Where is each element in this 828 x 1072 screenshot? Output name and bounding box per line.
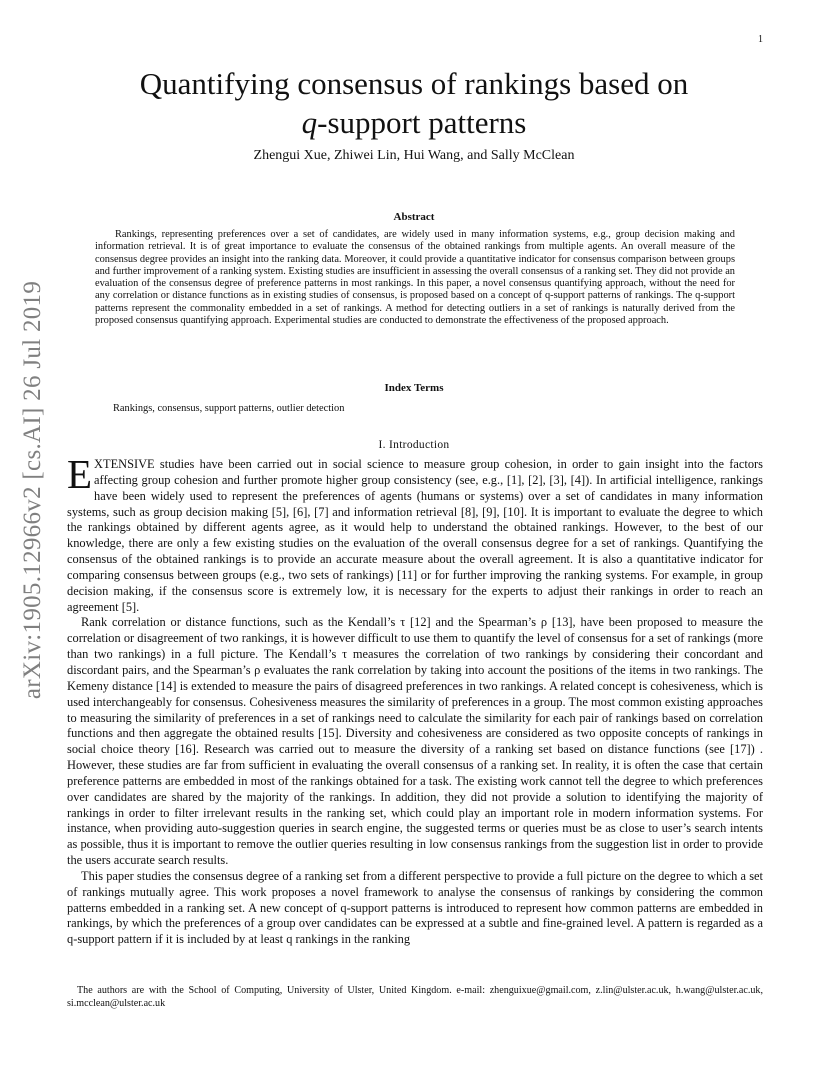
arxiv-id-text: arXiv:1905.12966v2 [cs.AI] 26 Jul 2019: [18, 280, 46, 700]
page-number: 1: [758, 34, 763, 45]
drop-cap: E: [67, 451, 93, 497]
paragraph-2: Rank correlation or distance functions, such as the Kendall’s τ [12] and the Spearman’s ρ [13], have been proposed to measure the correlation or disagreement of two rankings, it is however difficult to use them to quantify the level of consensus for a set of rankings (more than two rankings) in a full picture. The Kendall’s τ measures the correlation of two rankings by considering their concordant and discordant pairs, and the Spearman’s ρ evaluates the rank correlation by taking into account the positions of the items in two rankings. The Kemeny distance [14] is extended to measure the pairs of disagreed preferences in two rankings. A related concept is cohesiveness, which is used interchangeably for consensus. Cohesiveness measures the similarity of preferences in a group. The most common existing approaches to measuring the similarity of preferences in a set of rankings need to calculate the similarity for each pair of rankings based on correlation functions and then aggregate the obtained results [15]. Diversity and cohesiveness are considered as two opposite concepts of rankings in social choice theory [16]. Research was carried out to measure the diversity of a ranking set based on distance functions (see [17]) . However, these studies are far from sufficient in evaluating the overall consensus of a ranking set. In reality, it is often the case that certain preference patterns are embedded in most of the rankings obtained for a task. The existing work cannot tell the degree to which preferences over candidates are shared by the majority of the rankings. In addition, they did not provide a solution to identifying the majority of rankings in order to filter irrelevant results in the ranking set, which could play an important role in modern information systems. For instance, when providing auto-suggestion queries in search engine, the suggested terms or queries must be as close to user’s search intents as possible, thus it is important to remove the outlier queries resulting in low consensus rankings from the suggestion list in order to provide the users accurate search results.: [67, 615, 763, 868]
index-terms-body: Rankings, consensus, support patterns, outlier detection: [113, 403, 345, 414]
paper-title: [0, 64, 828, 142]
abstract-heading: Abstract: [393, 211, 435, 223]
paragraph-1: [67, 451, 763, 615]
title-line-2: -support patterns: [317, 105, 527, 140]
paragraph-3: This paper studies the consensus degree of a ranking set from a different perspective to provide a full picture on the degree to which a set of rankings mutually agree. This work proposes a novel framework to analyse the consensus of rankings by considering the common patterns embedded in a ranking set. A new concept of q-support patterns is introduced to represent how common patterns are embedded in rankings, by which the preferences of a group over candidates can be expressed at a subtle and fine-grained level. A pattern is regarded as a q-support pattern if it is included by at least q rankings in the ranking: [67, 868, 763, 947]
introduction-body: [67, 451, 763, 948]
author-footnote: The authors are with the School of Computing, University of Ulster, United Kingdom. e-mail: zhenguixue@gmail.com, z.lin@ulster.ac.uk, h.wang@ulster.ac.uk, si.mcclean@ulster.ac.uk: [67, 985, 763, 1009]
author-list: Zhengui Xue, Zhiwei Lin, Hui Wang, and Sally McClean: [253, 148, 575, 163]
index-terms-heading: Index Terms: [384, 382, 444, 394]
section-heading: I. Introduction: [378, 439, 450, 451]
arxiv-identifier: [10, 280, 55, 700]
title-q-symbol: q: [301, 105, 318, 140]
abstract-body: Rankings, representing preferences over a set of candidates, are widely used in many information systems, e.g., group decision making and information retrieval. It is of great importance to evaluate the consensus of the obtained rankings from multiple agents. An overall measure of the consensus degree provides an insight into the ranking data. Moreover, it could provide a quantitative indicator for consensus comparison between groups and further improvement of a ranking system. Existing studies are insufficient in assessing the overall consensus of a ranking set. They did not provide an evaluation of the consensus degree of preference patterns in most rankings. In this paper, a novel consensus quantifying approach, without the need for any correlation or distance functions as in existing studies of consensus, is proposed based on a concept of q-support patterns of rankings. The q-support patterns represent the commonality embedded in a set of rankings. A method for detecting outliers in a set of rankings is naturally derived from the proposed consensus quantifying approach. Experimental studies are conducted to demonstrate the effectiveness of the proposed approach.: [95, 229, 735, 327]
paragraph-1-text: XTENSIVE studies have been carried out in social science to measure group cohesion, in order to gain insight into the factors affecting group cohesion and further promote higher group consistency (see, e.g., [1], [2], [3], [4]). In artificial intelligence, rankings have been widely used to represent the preferences of agents (humans or systems) over a set of candidates in many information systems, such as group decision making [5], [6], [7] and information retrieval [8], [9], [10]. It is important to evaluate the degree to which the rankings obtained by different agents agree, as it would help to understand the obtained rankings. However, to the best of our knowledge, there are only a few existing studies on the evaluation of the overall consensus degree for a set of rankings. Quantifying the consensus of the obtained rankings is to provide an accurate measure about the overall agreement. It is also a quantitative indicator for comparing consensus between groups (e.g., two sets of rankings) [11] or for further improving the ranking systems. For example, in group decision making, if the consensus score is extremely low, it is necessary for the experts to adjust their rankings in order to reach an agreement [5].: [67, 457, 763, 614]
title-line-1: Quantifying consensus of rankings based on: [139, 66, 689, 101]
